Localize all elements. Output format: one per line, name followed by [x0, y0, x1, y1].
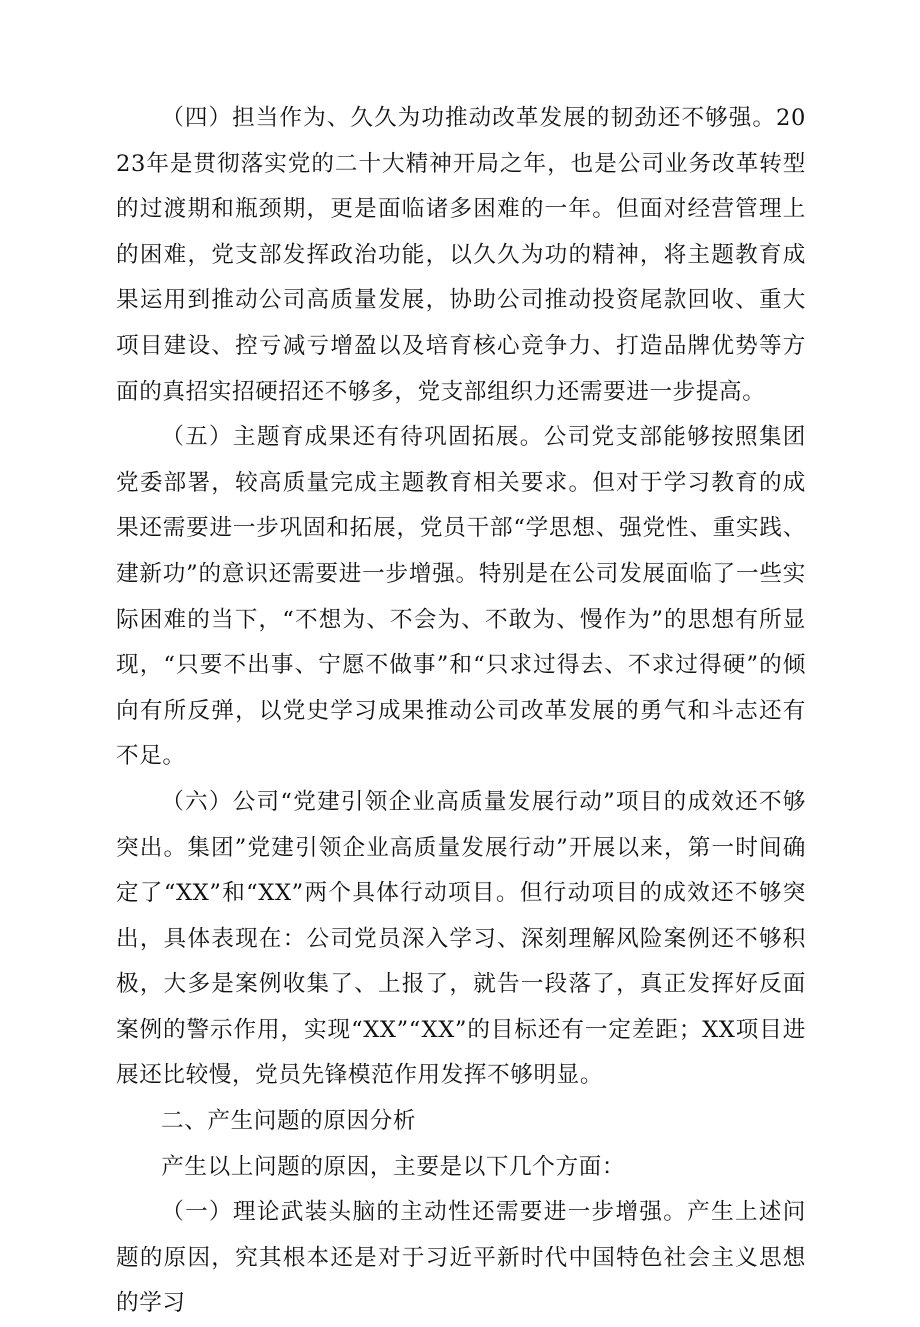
paragraph-5-education-results: （五）主题育成果还有待巩固拓展。公司党支部能够按照集团党委部署，较高质量完成主题教育相关要求。但对于学习教育的成果还需要进一步巩固和拓展，党员干部“学思想、强党性、重实践、建新功”的意识还需要进一步增强。特别是在公司发展面临了一些实际困难的当下，“不想为、不会为、不敢为、慢作为”的思想有所显现，“只要不出事、宁愿不做事”和“只求过得去、不求过得硬”的倾向有所反弹，以党史学习成果推动公司改革发展的勇气和斗志还有不足。: [116, 424, 806, 770]
paragraph-1-theory-arming: （一）理论武装头脑的主动性还需要进一步增强。产生上述问题的原因，究其根本还是对于习近平新时代中国特色社会主义思想的学习: [116, 1199, 806, 1317]
paragraph-4-commitment: （四）担当作为、久久为功推动改革发展的韧劲还不够强。2023年是贯彻落实党的二十大精神开局之年，也是公司业务改革转型的过渡期和瓶颈期，更是面临诸多困难的一年。但面对经营管理上的困难，党支部发挥政治功能，以久久为功的精神，将主题教育成果运用到推动公司高质量发展，协助公司推动投资尾款回收、重大项目建设、控亏减亏增盈以及培育核心竞争力、打造品牌优势等方面的真招实招硬招还不够多，党支部组织力还需要进一步提高。: [116, 105, 806, 405]
document-page: [116, 96, 806, 1327]
paragraph-6-party-building-project: （六）公司“党建引领企业高质量发展行动”项目的成效还不够突出。集团”党建引领企业高质量发展行动”开展以来，第一时间确定了“XX”和“XX”两个具体行动项目。但行动项目的成效还不够突出，具体表现在：公司党员深入学习、深刻理解风险案例还不够积极，大多是案例收集了、上报了，就告一段落了，真正发挥好反面案例的警示作用，实现“XX”“XX”的目标还有一定差距；XX项目进展还比较慢，党员先锋模范作用发挥不够明显。: [116, 788, 806, 1089]
intro-paragraph: 产生以上问题的原因，主要是以下几个方面：: [161, 1153, 626, 1180]
section-heading-cause-analysis: 二、产生问题的原因分析: [161, 1108, 417, 1135]
